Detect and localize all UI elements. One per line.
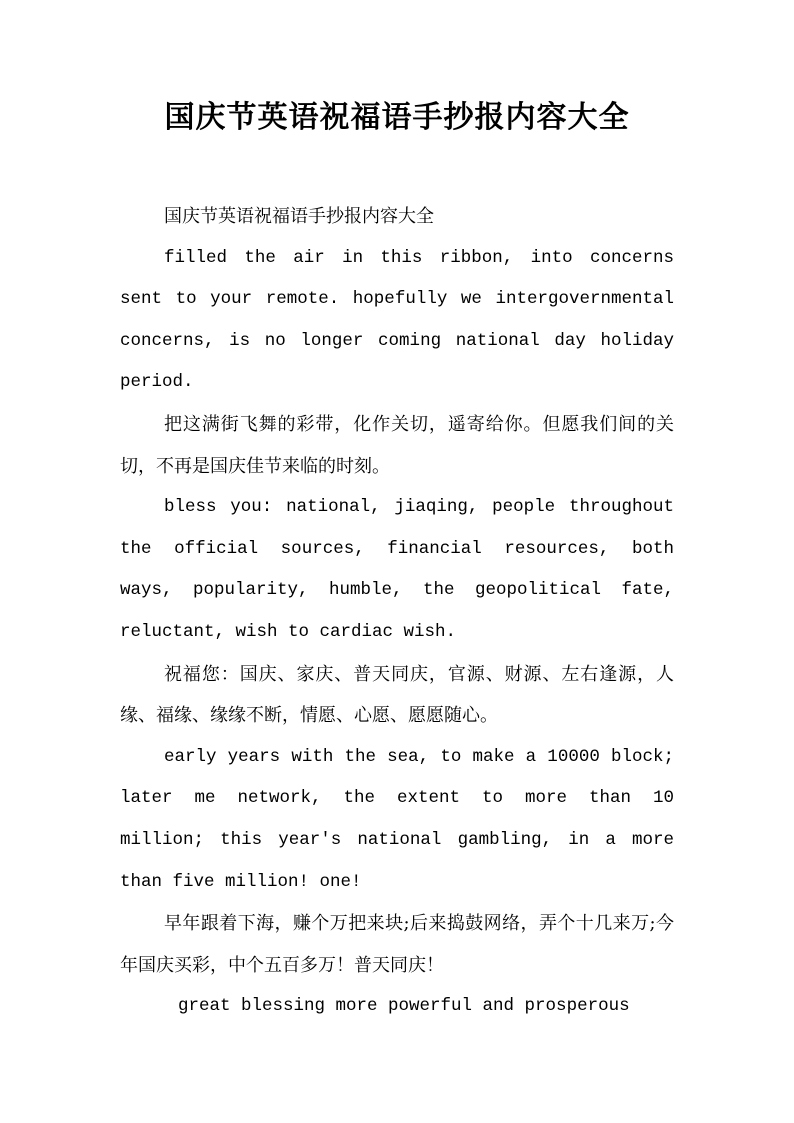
document-title: 国庆节英语祝福语手抄报内容大全 xyxy=(164,100,630,135)
document-body xyxy=(120,196,674,1028)
paragraph: great blessing more powerful and prosperous xyxy=(178,996,630,1017)
paragraph: early years with the sea, to make a 10000 block; later me network, the extent to more than 10 million; this year's national gambling, in a more than five million! one! xyxy=(120,746,674,892)
paragraph: 把这满街飞舞的彩带，化作关切，遥寄给你。但愿我们间的关切，不再是国庆佳节来临的时刻。 xyxy=(120,413,674,477)
paragraph: filled the air in this ribbon, into concerns sent to your remote. hopefully we intergovernmental concerns, is no longer coming national day holiday period. xyxy=(120,247,674,393)
paragraph: bless you: national, jiaqing, people throughout the official sources, financial resources, both ways, popularity, humble, the geopolitical fate, reluctant, wish to cardiac wish. xyxy=(120,497,674,642)
paragraph: 祝福您：国庆、家庆、普天同庆，官源、财源、左右逢源，人缘、福缘、缘缘不断，情愿、心愿、愿愿随心。 xyxy=(120,663,674,727)
paragraph: 早年跟着下海，赚个万把来块;后来捣鼓网络，弄个十几来万;今年国庆买彩，中个五百多万！普天同庆！ xyxy=(120,913,674,976)
paragraph: 国庆节英语祝福语手抄报内容大全 xyxy=(164,206,434,227)
